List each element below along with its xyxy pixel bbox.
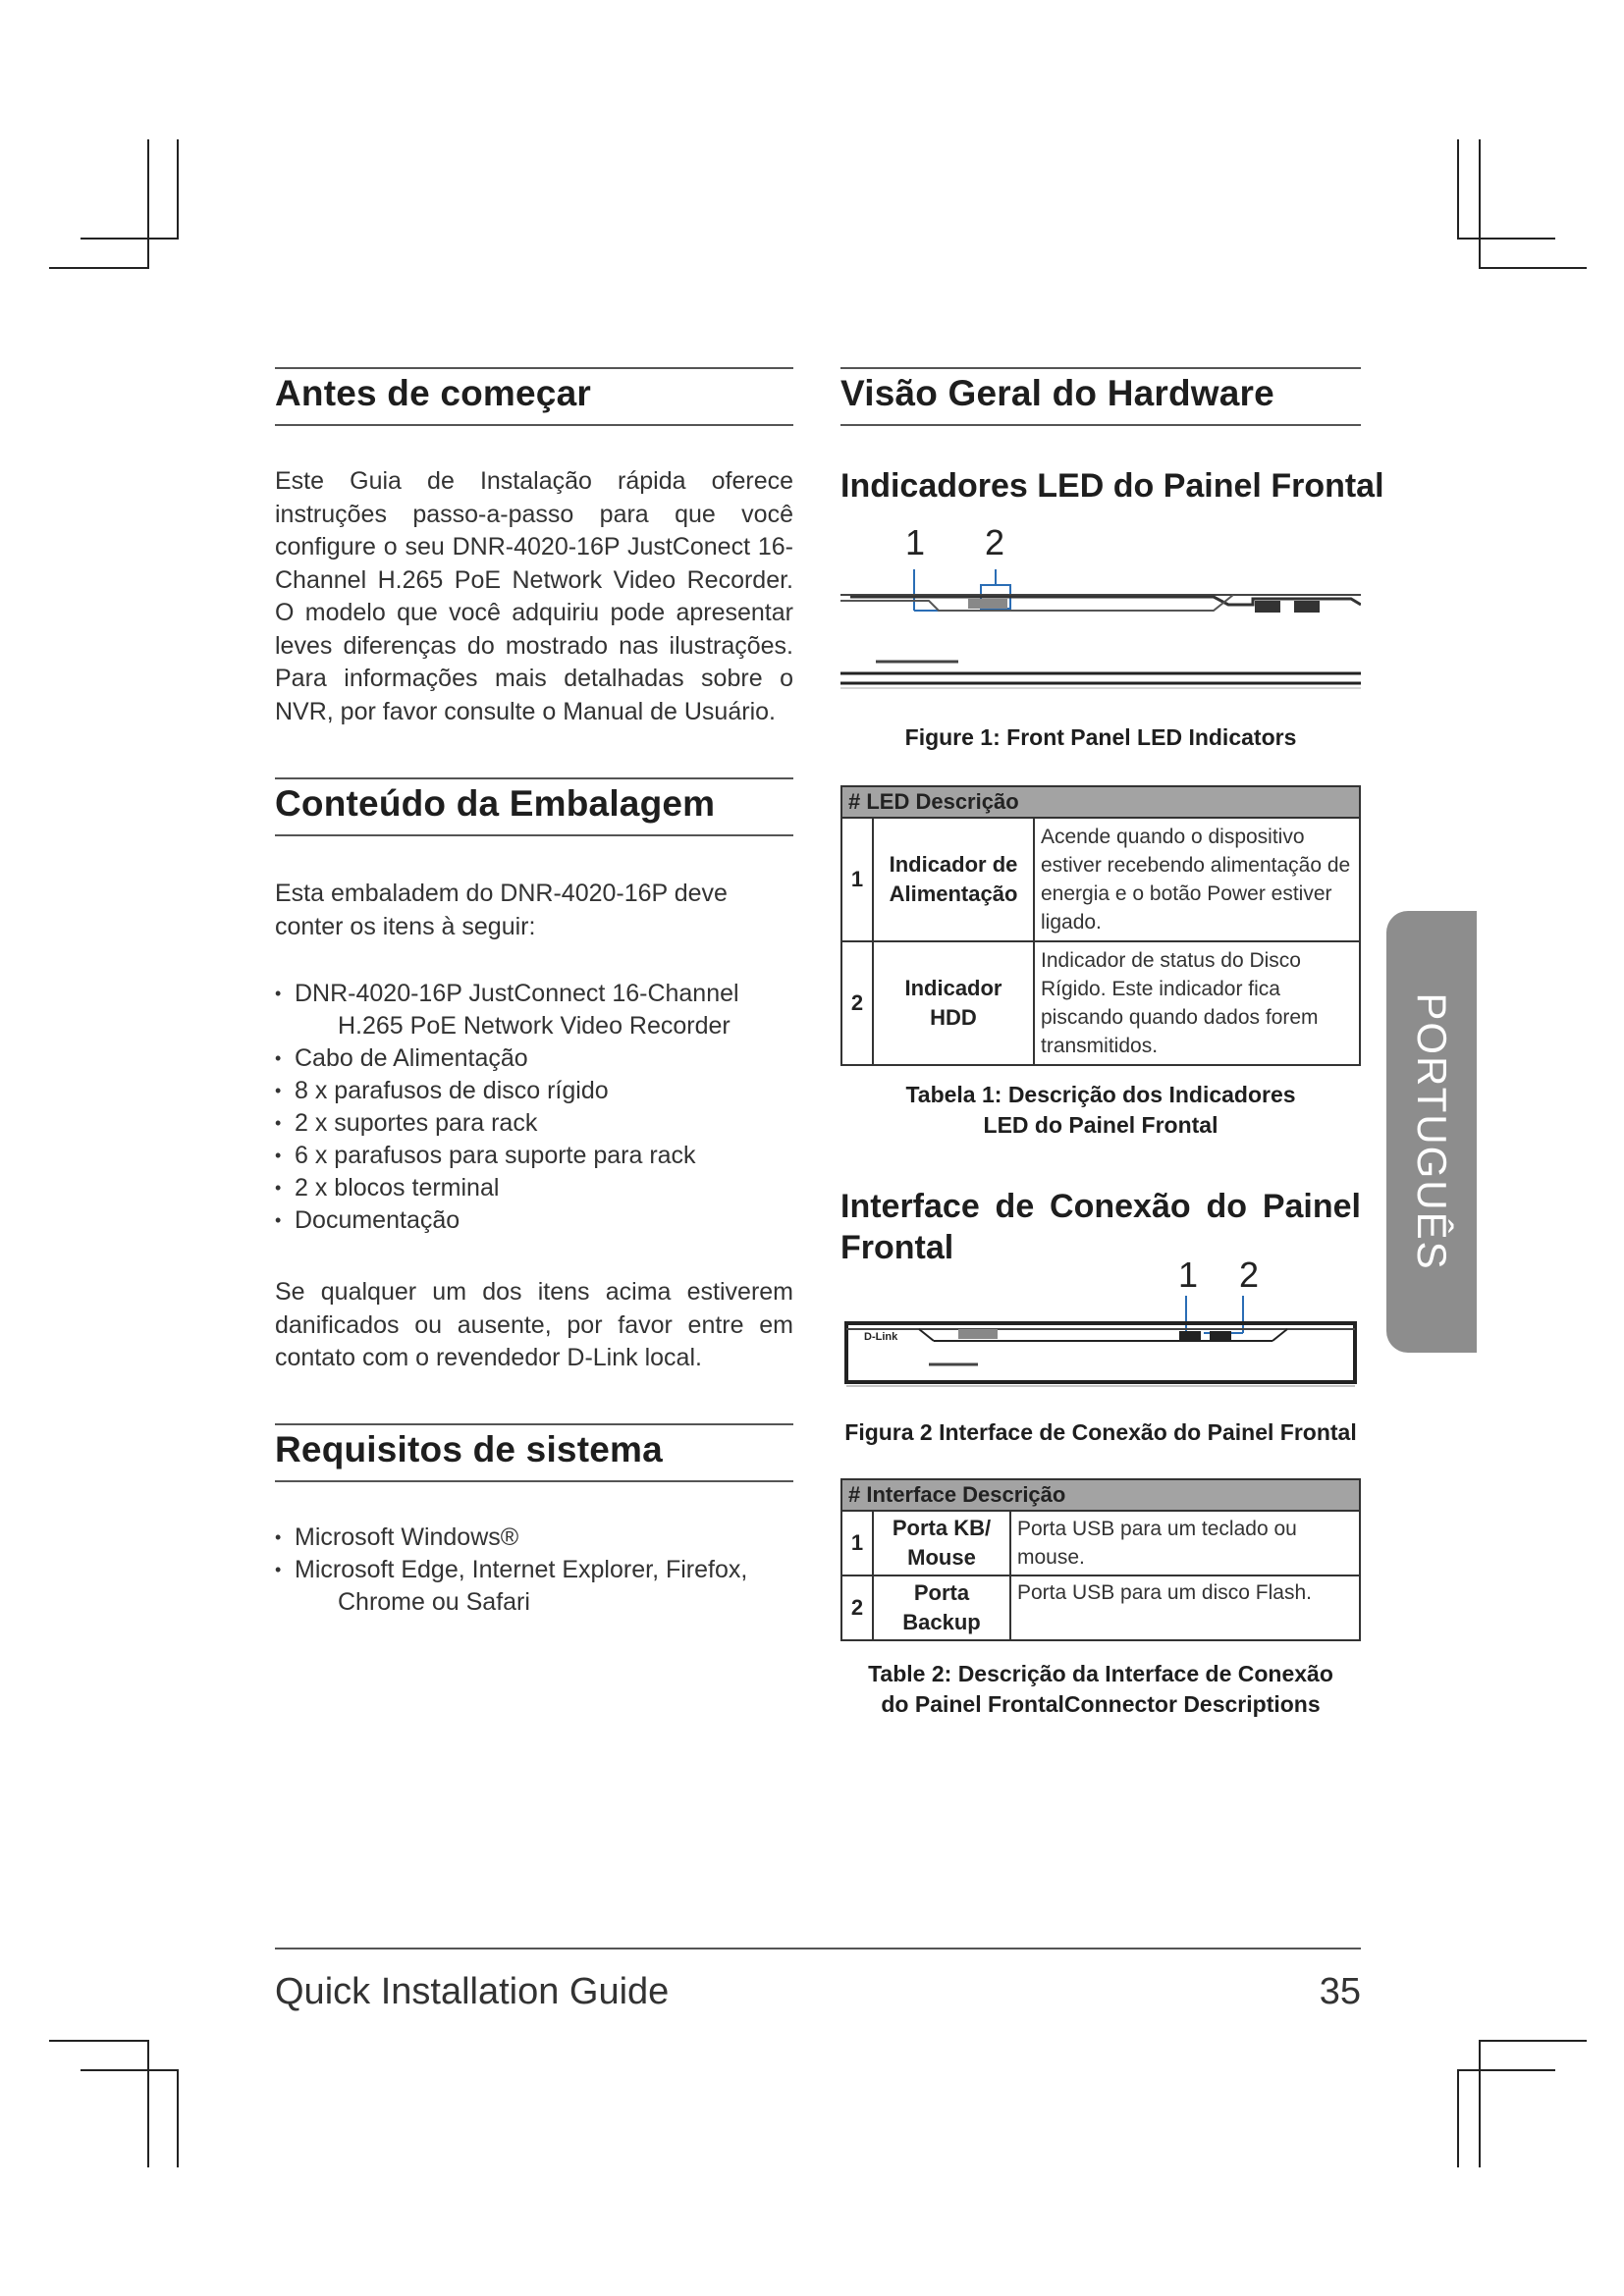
heading-system-requirements: Requisitos de sistema — [275, 1429, 663, 1469]
list-item: • Microsoft Windows® — [275, 1522, 793, 1554]
figure1-label-2: 2 — [985, 522, 1005, 562]
list-item: • 8 x parafusos de disco rígido — [275, 1075, 793, 1107]
intro-paragraph: Este Guia de Instalação rápida oferece instruções passo-a-passo para que você configure o seu DNR-4020-16P JustConect 16-Channel H.265 PoE Network Video Recorder. O modelo que você adquiriu pode apresentar leves diferenças do mostrado nas ilustrações. Para informações mais detalhadas sobre o NVR, por favor consulte o Manual de Usuário. — [275, 467, 793, 725]
package-intro: Esta embaladem do DNR-4020-16P deve conter os itens à seguir: — [275, 880, 728, 940]
table-row: 1 Porta KB/ Mouse Porta USB para um teclado ou mouse. — [841, 1511, 1360, 1575]
table1-caption: Tabela 1: Descrição dos Indicadores LED do Painel Frontal — [905, 1082, 1296, 1138]
interface-description-table — [840, 1478, 1361, 1641]
table2-caption: Table 2: Descrição da Interface de Conexão do Painel FrontalConnector Descriptions — [868, 1661, 1333, 1717]
heading-before-you-begin: Antes de começar — [275, 373, 591, 413]
list-item: • 2 x suportes para rack — [275, 1107, 793, 1140]
front-panel-led-illustration — [840, 565, 1361, 703]
page-number: 35 — [1319, 1971, 1361, 2012]
list-item: • Documentação — [275, 1204, 793, 1237]
language-side-tab-label: PORTUGUÊS — [1409, 992, 1455, 1271]
heading-led-indicators: Indicadores LED do Painel Frontal — [840, 467, 1384, 505]
table-row: 2 Indicador HDD Indicador de status do Disco Rígido. Este indicador fica piscando quando dados forem transmitidos. — [841, 941, 1360, 1065]
device-logo: D-Link — [864, 1331, 898, 1343]
led-description-table — [840, 785, 1361, 1066]
figure2-caption: Figura 2 Interface de Conexão do Painel Frontal — [844, 1419, 1357, 1445]
table-row: 1 Indicador de Alimentação Acende quando o dispositivo estiver recebendo alimentação de energia e o botão Power estiver ligado. — [841, 818, 1360, 941]
list-item: • 6 x parafusos para suporte para rack — [275, 1140, 793, 1172]
heading-front-interface: Interface de Conexão do Painel Frontal — [840, 1188, 1361, 1266]
figure2-label-2: 2 — [1239, 1255, 1260, 1295]
requirements-list — [275, 1522, 793, 1619]
package-note: Se qualquer um dos itens acima estiverem danificados ou ausente, por favor entre em contato com o revendedor D-Link local. — [275, 1278, 793, 1371]
figure1-caption: Figure 1: Front Panel LED Indicators — [904, 724, 1297, 750]
package-items-list — [275, 978, 793, 1237]
list-item: • Microsoft Edge, Internet Explorer, Firefox, Chrome ou Safari — [275, 1554, 793, 1619]
figure2-label-1: 1 — [1178, 1255, 1199, 1295]
list-item: • 2 x blocos terminal — [275, 1172, 793, 1204]
table-header: # Interface Descrição — [841, 1479, 1360, 1511]
figure1-label-1: 1 — [905, 522, 926, 562]
list-item: • DNR-4020-16P JustConnect 16-Channel H.265 PoE Network Video Recorder — [275, 978, 793, 1042]
footer-divider — [275, 1948, 1361, 1949]
footer-title: Quick Installation Guide — [275, 1971, 670, 2012]
table-row: 2 Porta Backup Porta USB para um disco Flash. — [841, 1575, 1360, 1640]
front-panel-interface-illustration — [840, 1294, 1361, 1402]
list-item: • Cabo de Alimentação — [275, 1042, 793, 1075]
table-header: # LED Descrição — [841, 786, 1360, 818]
heading-package-contents: Conteúdo da Embalagem — [275, 783, 716, 824]
heading-hardware-overview: Visão Geral do Hardware — [840, 373, 1274, 413]
